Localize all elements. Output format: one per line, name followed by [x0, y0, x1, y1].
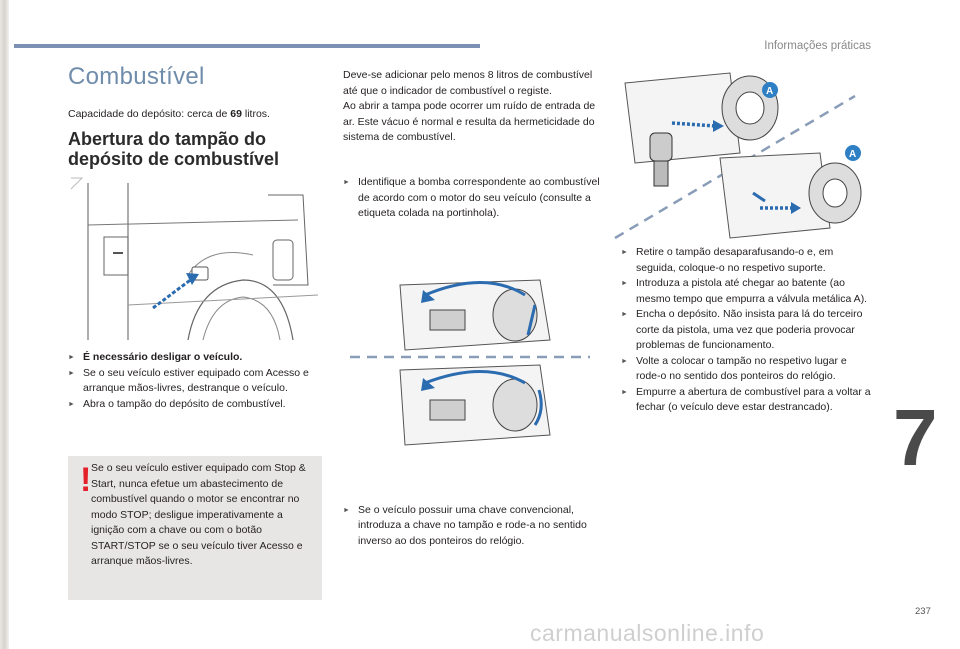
bullet-refit-cap: ► Volte a colocar o tampão no respetivo lugar e rode-o no sentido dos ponteiros do relógio.	[621, 354, 871, 385]
bullet-switch-off: ► É necessário desligar o veículo.	[68, 350, 326, 366]
bullet-close-flap: ► Empurre a abertura de combustível para a voltar a fechar (o veículo deve estar destrancado).	[621, 385, 871, 416]
warning-text: Se o seu veículo estiver equipado com Stop & Start, nunca efetue um abastecimento de combustível quando o motor se encontrar no modo STOP; desligue imperativamente a ignição com a chave ou com o botão START/STOP se o seu veículo tiver Acesso e arranque mãos-livres.	[91, 462, 306, 567]
section-title: Informações práticas	[764, 40, 871, 52]
bullet-fill-tank: ► Encha o depósito. Não insista para lá do terceiro corte da pistola, uma vez que poderia provocar problemas de funcionamento.	[621, 307, 871, 354]
left-bullets	[68, 350, 326, 412]
right-bullets	[621, 245, 871, 416]
bullet-conventional-key: ► Se o veículo possuir uma chave convencional, introduza a chave no tampão e rode-a no sentido inverso ao dos ponteiros do relógio.	[343, 503, 613, 550]
page-title: Combustível	[68, 63, 205, 90]
tank-capacity: Capacidade do depósito: cerca de 69 litros.	[68, 108, 270, 120]
page-binding-edge	[0, 0, 9, 649]
header-rule	[14, 44, 480, 48]
warning-icon: !	[80, 461, 92, 499]
intro-text: Deve-se adicionar pelo menos 8 litros de combustível até que o indicador de combustível o registe. Ao abrir a tampa pode ocorrer um ruído de entrada de ar. Este vácuo é normal e resulta da hermeticidade do sistema de combustível.	[343, 69, 596, 143]
fuel-nozzle-valve-illustration	[610, 68, 875, 248]
watermark: carmanualsonline.info	[530, 620, 765, 646]
chapter-number: 7	[893, 393, 938, 482]
fuel-cap-key-illustration	[345, 270, 595, 455]
bullet-insert-nozzle: ► Introduza a pistola até chegar ao batente (ao mesmo tempo que empurra a válvula metálica A).	[621, 276, 871, 307]
tank-capacity-value: 69	[230, 108, 242, 120]
label-a-top: A	[766, 86, 774, 97]
section-heading: Abertura do tampão do depósito de combustível	[68, 129, 280, 169]
van-fuel-flap-illustration	[68, 175, 323, 345]
bullet-open-flap: ► Abra o tampão do depósito de combustível.	[68, 397, 326, 413]
page-number: 237	[915, 606, 931, 617]
label-a-bottom: A	[849, 149, 857, 160]
bullet-remove-cap: ► Retire o tampão desaparafusando-o e, em seguida, coloque-o no respetivo suporte.	[621, 245, 871, 276]
bullet-identify-pump: ► Identifique a bomba correspondente ao combustível de acordo com o motor do seu veículo (consulte a etiqueta colada na portinhola).	[343, 175, 602, 222]
bullet-unlock: ► Se o seu veículo estiver equipado com Acesso e arranque mãos-livres, destranque o veículo.	[68, 366, 326, 397]
